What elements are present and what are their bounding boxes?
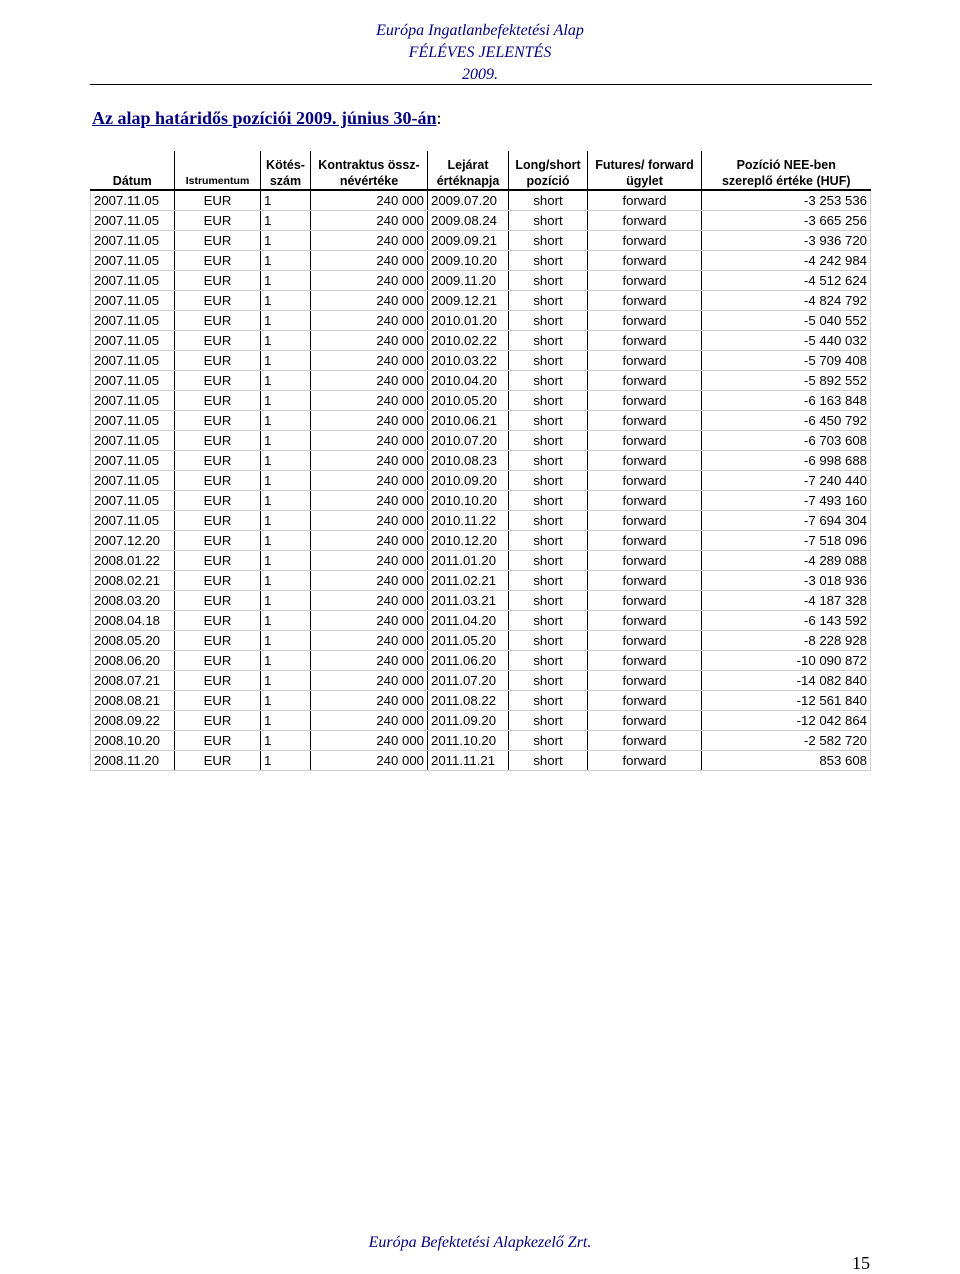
cell-date: 2008.03.20 [91, 591, 175, 611]
cell-long-short: short [509, 311, 588, 331]
cell-instrument: EUR [175, 611, 261, 631]
cell-maturity: 2009.11.20 [428, 271, 509, 291]
cell-long-short: short [509, 731, 588, 751]
cell-futures-forward: forward [588, 751, 702, 771]
table-body [91, 190, 871, 771]
cell-date: 2008.09.22 [91, 711, 175, 731]
cell-contracts: 1 [261, 271, 311, 291]
cell-long-short: short [509, 291, 588, 311]
cell-futures-forward: forward [588, 551, 702, 571]
cell-value-huf: -6 163 848 [702, 391, 871, 411]
table-row [91, 311, 871, 331]
cell-date: 2007.11.05 [91, 491, 175, 511]
cell-contracts: 1 [261, 291, 311, 311]
table-row [91, 751, 871, 771]
cell-instrument: EUR [175, 291, 261, 311]
cell-instrument: EUR [175, 271, 261, 291]
cell-instrument: EUR [175, 631, 261, 651]
cell-long-short: short [509, 671, 588, 691]
cell-value-huf: -7 694 304 [702, 511, 871, 531]
cell-notional: 240 000 [311, 331, 428, 351]
cell-notional: 240 000 [311, 731, 428, 751]
cell-date: 2008.02.21 [91, 571, 175, 591]
cell-futures-forward: forward [588, 431, 702, 451]
page-header [300, 20, 660, 86]
cell-futures-forward: forward [588, 371, 702, 391]
fund-name: Európa Ingatlanbefektetési Alap [376, 22, 584, 39]
cell-contracts: 1 [261, 651, 311, 671]
cell-instrument: EUR [175, 511, 261, 531]
cell-contracts: 1 [261, 431, 311, 451]
cell-futures-forward: forward [588, 711, 702, 731]
cell-futures-forward: forward [588, 571, 702, 591]
table-row [91, 291, 871, 311]
cell-long-short: short [509, 631, 588, 651]
table-row [91, 611, 871, 631]
cell-date: 2007.11.05 [91, 251, 175, 271]
cell-value-huf: -4 187 328 [702, 591, 871, 611]
table-row [91, 271, 871, 291]
cell-long-short: short [509, 691, 588, 711]
cell-futures-forward: forward [588, 311, 702, 331]
cell-notional: 240 000 [311, 311, 428, 331]
table-row [91, 691, 871, 711]
cell-futures-forward: forward [588, 231, 702, 251]
table-row [91, 231, 871, 251]
cell-futures-forward: forward [588, 671, 702, 691]
cell-contracts: 1 [261, 711, 311, 731]
section-title-text: Az alap határidős pozíciói 2009. június 30-án [92, 108, 437, 128]
cell-instrument: EUR [175, 431, 261, 451]
cell-value-huf: -4 289 088 [702, 551, 871, 571]
cell-contracts: 1 [261, 391, 311, 411]
column-header-maturity: Lejárat értéknapja [428, 151, 509, 190]
cell-futures-forward: forward [588, 511, 702, 531]
cell-futures-forward: forward [588, 591, 702, 611]
table-row [91, 531, 871, 551]
cell-long-short: short [509, 431, 588, 451]
cell-notional: 240 000 [311, 491, 428, 511]
table-row [91, 631, 871, 651]
cell-notional: 240 000 [311, 651, 428, 671]
cell-value-huf: -4 824 792 [702, 291, 871, 311]
cell-maturity: 2010.09.20 [428, 471, 509, 491]
cell-date: 2007.11.05 [91, 511, 175, 531]
cell-maturity: 2010.01.20 [428, 311, 509, 331]
cell-instrument: EUR [175, 591, 261, 611]
cell-instrument: EUR [175, 571, 261, 591]
cell-contracts: 1 [261, 351, 311, 371]
cell-futures-forward: forward [588, 251, 702, 271]
cell-long-short: short [509, 511, 588, 531]
cell-notional: 240 000 [311, 511, 428, 531]
table-row [91, 651, 871, 671]
cell-long-short: short [509, 211, 588, 231]
cell-notional: 240 000 [311, 351, 428, 371]
cell-long-short: short [509, 451, 588, 471]
cell-contracts: 1 [261, 571, 311, 591]
cell-date: 2007.11.05 [91, 391, 175, 411]
cell-date: 2008.08.21 [91, 691, 175, 711]
section-title [92, 108, 442, 129]
cell-contracts: 1 [261, 731, 311, 751]
cell-maturity: 2011.05.20 [428, 631, 509, 651]
cell-maturity: 2011.02.21 [428, 571, 509, 591]
report-title: FÉLÉVES JELENTÉS [408, 44, 552, 61]
cell-instrument: EUR [175, 311, 261, 331]
cell-instrument: EUR [175, 751, 261, 771]
cell-notional: 240 000 [311, 190, 428, 211]
column-header-instrument: Istrumentum [175, 151, 261, 190]
cell-date: 2007.11.05 [91, 411, 175, 431]
cell-maturity: 2010.04.20 [428, 371, 509, 391]
cell-notional: 240 000 [311, 751, 428, 771]
cell-notional: 240 000 [311, 571, 428, 591]
cell-date: 2008.10.20 [91, 731, 175, 751]
cell-long-short: short [509, 751, 588, 771]
cell-long-short: short [509, 331, 588, 351]
section-title-colon: : [436, 108, 442, 128]
cell-futures-forward: forward [588, 331, 702, 351]
cell-contracts: 1 [261, 671, 311, 691]
cell-contracts: 1 [261, 411, 311, 431]
column-header-value-huf: Pozíció NEE-ben szereplő értéke (HUF) [702, 151, 871, 190]
cell-contracts: 1 [261, 531, 311, 551]
cell-value-huf: -3 018 936 [702, 571, 871, 591]
table-row [91, 511, 871, 531]
cell-maturity: 2011.11.21 [428, 751, 509, 771]
cell-futures-forward: forward [588, 651, 702, 671]
cell-futures-forward: forward [588, 271, 702, 291]
cell-futures-forward: forward [588, 411, 702, 431]
table-row [91, 251, 871, 271]
cell-maturity: 2011.09.20 [428, 711, 509, 731]
cell-long-short: short [509, 711, 588, 731]
cell-date: 2007.11.05 [91, 431, 175, 451]
cell-instrument: EUR [175, 711, 261, 731]
cell-value-huf: -5 440 032 [702, 331, 871, 351]
cell-date: 2008.05.20 [91, 631, 175, 651]
cell-maturity: 2011.06.20 [428, 651, 509, 671]
cell-notional: 240 000 [311, 611, 428, 631]
cell-maturity: 2009.09.21 [428, 231, 509, 251]
cell-value-huf: -3 253 536 [702, 190, 871, 211]
cell-notional: 240 000 [311, 691, 428, 711]
cell-instrument: EUR [175, 691, 261, 711]
cell-date: 2007.11.05 [91, 190, 175, 211]
cell-notional: 240 000 [311, 531, 428, 551]
cell-notional: 240 000 [311, 251, 428, 271]
futures-positions-table [90, 151, 871, 771]
cell-value-huf: -5 040 552 [702, 311, 871, 331]
cell-futures-forward: forward [588, 691, 702, 711]
cell-value-huf: -6 703 608 [702, 431, 871, 451]
cell-date: 2007.11.05 [91, 271, 175, 291]
cell-date: 2008.01.22 [91, 551, 175, 571]
cell-value-huf: -8 228 928 [702, 631, 871, 651]
cell-long-short: short [509, 371, 588, 391]
cell-maturity: 2009.07.20 [428, 190, 509, 211]
cell-long-short: short [509, 471, 588, 491]
cell-date: 2007.11.05 [91, 471, 175, 491]
cell-instrument: EUR [175, 671, 261, 691]
cell-futures-forward: forward [588, 291, 702, 311]
table-row [91, 391, 871, 411]
cell-instrument: EUR [175, 471, 261, 491]
cell-maturity: 2010.10.20 [428, 491, 509, 511]
cell-value-huf: -5 892 552 [702, 371, 871, 391]
cell-notional: 240 000 [311, 551, 428, 571]
cell-futures-forward: forward [588, 491, 702, 511]
cell-contracts: 1 [261, 211, 311, 231]
cell-instrument: EUR [175, 190, 261, 211]
cell-contracts: 1 [261, 311, 311, 331]
cell-contracts: 1 [261, 691, 311, 711]
cell-long-short: short [509, 591, 588, 611]
table-row [91, 371, 871, 391]
cell-value-huf: -6 998 688 [702, 451, 871, 471]
cell-date: 2007.11.05 [91, 371, 175, 391]
cell-long-short: short [509, 651, 588, 671]
cell-futures-forward: forward [588, 731, 702, 751]
header-divider [90, 84, 872, 85]
cell-long-short: short [509, 611, 588, 631]
cell-value-huf: -2 582 720 [702, 731, 871, 751]
column-header-date: Dátum [91, 151, 175, 190]
cell-long-short: short [509, 391, 588, 411]
table-row [91, 591, 871, 611]
cell-instrument: EUR [175, 231, 261, 251]
cell-contracts: 1 [261, 551, 311, 571]
cell-notional: 240 000 [311, 291, 428, 311]
table-row [91, 471, 871, 491]
cell-contracts: 1 [261, 471, 311, 491]
cell-long-short: short [509, 231, 588, 251]
page-number: 15 [852, 1253, 870, 1273]
cell-notional: 240 000 [311, 271, 428, 291]
cell-contracts: 1 [261, 451, 311, 471]
cell-instrument: EUR [175, 371, 261, 391]
cell-value-huf: -5 709 408 [702, 351, 871, 371]
cell-futures-forward: forward [588, 611, 702, 631]
table-row [91, 451, 871, 471]
cell-notional: 240 000 [311, 371, 428, 391]
cell-date: 2008.07.21 [91, 671, 175, 691]
cell-contracts: 1 [261, 231, 311, 251]
cell-contracts: 1 [261, 511, 311, 531]
cell-date: 2007.12.20 [91, 531, 175, 551]
cell-notional: 240 000 [311, 711, 428, 731]
cell-value-huf: -12 561 840 [702, 691, 871, 711]
cell-maturity: 2011.07.20 [428, 671, 509, 691]
report-year: 2009. [462, 66, 498, 83]
table-header-row [91, 151, 871, 190]
cell-maturity: 2011.10.20 [428, 731, 509, 751]
cell-contracts: 1 [261, 190, 311, 211]
cell-value-huf: -3 665 256 [702, 211, 871, 231]
cell-maturity: 2010.12.20 [428, 531, 509, 551]
cell-long-short: short [509, 571, 588, 591]
cell-maturity: 2011.01.20 [428, 551, 509, 571]
cell-maturity: 2011.03.21 [428, 591, 509, 611]
cell-date: 2007.11.05 [91, 291, 175, 311]
cell-notional: 240 000 [311, 411, 428, 431]
cell-futures-forward: forward [588, 451, 702, 471]
table-row [91, 551, 871, 571]
footer-company: Európa Befektetési Alapkezelő Zrt. [368, 1234, 592, 1251]
cell-value-huf: -4 512 624 [702, 271, 871, 291]
cell-maturity: 2010.03.22 [428, 351, 509, 371]
cell-date: 2007.11.05 [91, 451, 175, 471]
cell-instrument: EUR [175, 651, 261, 671]
cell-maturity: 2010.02.22 [428, 331, 509, 351]
cell-date: 2007.11.05 [91, 231, 175, 251]
cell-futures-forward: forward [588, 211, 702, 231]
cell-notional: 240 000 [311, 391, 428, 411]
cell-value-huf: 853 608 [702, 751, 871, 771]
cell-futures-forward: forward [588, 391, 702, 411]
column-header-notional: Kontraktus össz- névértéke [311, 151, 428, 190]
cell-futures-forward: forward [588, 190, 702, 211]
cell-notional: 240 000 [311, 231, 428, 251]
cell-maturity: 2011.04.20 [428, 611, 509, 631]
cell-value-huf: -6 450 792 [702, 411, 871, 431]
cell-contracts: 1 [261, 591, 311, 611]
cell-value-huf: -4 242 984 [702, 251, 871, 271]
cell-date: 2007.11.05 [91, 311, 175, 331]
cell-date: 2007.11.05 [91, 331, 175, 351]
cell-value-huf: -10 090 872 [702, 651, 871, 671]
table-row [91, 211, 871, 231]
cell-notional: 240 000 [311, 211, 428, 231]
cell-instrument: EUR [175, 731, 261, 751]
table-row [91, 331, 871, 351]
cell-long-short: short [509, 531, 588, 551]
cell-value-huf: -3 936 720 [702, 231, 871, 251]
cell-contracts: 1 [261, 491, 311, 511]
cell-instrument: EUR [175, 251, 261, 271]
cell-notional: 240 000 [311, 671, 428, 691]
cell-long-short: short [509, 551, 588, 571]
cell-notional: 240 000 [311, 471, 428, 491]
cell-contracts: 1 [261, 371, 311, 391]
cell-futures-forward: forward [588, 631, 702, 651]
cell-instrument: EUR [175, 351, 261, 371]
cell-maturity: 2011.08.22 [428, 691, 509, 711]
cell-instrument: EUR [175, 391, 261, 411]
table-row [91, 411, 871, 431]
cell-maturity: 2010.07.20 [428, 431, 509, 451]
cell-instrument: EUR [175, 211, 261, 231]
cell-maturity: 2010.05.20 [428, 391, 509, 411]
cell-contracts: 1 [261, 331, 311, 351]
table-row [91, 491, 871, 511]
table-row [91, 431, 871, 451]
cell-long-short: short [509, 190, 588, 211]
cell-contracts: 1 [261, 751, 311, 771]
table-row [91, 671, 871, 691]
column-header-long-short: Long/short pozíció [509, 151, 588, 190]
table-row [91, 711, 871, 731]
table-header [91, 151, 871, 190]
cell-futures-forward: forward [588, 351, 702, 371]
cell-notional: 240 000 [311, 591, 428, 611]
cell-futures-forward: forward [588, 531, 702, 551]
cell-value-huf: -6 143 592 [702, 611, 871, 631]
cell-notional: 240 000 [311, 431, 428, 451]
cell-maturity: 2010.11.22 [428, 511, 509, 531]
cell-long-short: short [509, 271, 588, 291]
cell-value-huf: -7 518 096 [702, 531, 871, 551]
cell-maturity: 2009.10.20 [428, 251, 509, 271]
cell-maturity: 2010.08.23 [428, 451, 509, 471]
cell-futures-forward: forward [588, 471, 702, 491]
cell-date: 2008.06.20 [91, 651, 175, 671]
cell-value-huf: -12 042 864 [702, 711, 871, 731]
cell-contracts: 1 [261, 611, 311, 631]
cell-contracts: 1 [261, 251, 311, 271]
table-row [91, 351, 871, 371]
cell-instrument: EUR [175, 411, 261, 431]
cell-value-huf: -7 240 440 [702, 471, 871, 491]
cell-maturity: 2009.12.21 [428, 291, 509, 311]
cell-date: 2008.04.18 [91, 611, 175, 631]
cell-long-short: short [509, 491, 588, 511]
cell-instrument: EUR [175, 451, 261, 471]
cell-instrument: EUR [175, 551, 261, 571]
cell-date: 2008.11.20 [91, 751, 175, 771]
cell-date: 2007.11.05 [91, 211, 175, 231]
cell-notional: 240 000 [311, 451, 428, 471]
cell-value-huf: -14 082 840 [702, 671, 871, 691]
cell-maturity: 2009.08.24 [428, 211, 509, 231]
cell-notional: 240 000 [311, 631, 428, 651]
table-row [91, 731, 871, 751]
table-row [91, 190, 871, 211]
cell-long-short: short [509, 411, 588, 431]
cell-long-short: short [509, 251, 588, 271]
cell-instrument: EUR [175, 331, 261, 351]
column-header-contracts: Kötés- szám [261, 151, 311, 190]
cell-instrument: EUR [175, 531, 261, 551]
cell-date: 2007.11.05 [91, 351, 175, 371]
cell-contracts: 1 [261, 631, 311, 651]
cell-value-huf: -7 493 160 [702, 491, 871, 511]
table-row [91, 571, 871, 591]
column-header-futures-forward: Futures/ forward ügylet [588, 151, 702, 190]
cell-instrument: EUR [175, 491, 261, 511]
cell-long-short: short [509, 351, 588, 371]
cell-maturity: 2010.06.21 [428, 411, 509, 431]
